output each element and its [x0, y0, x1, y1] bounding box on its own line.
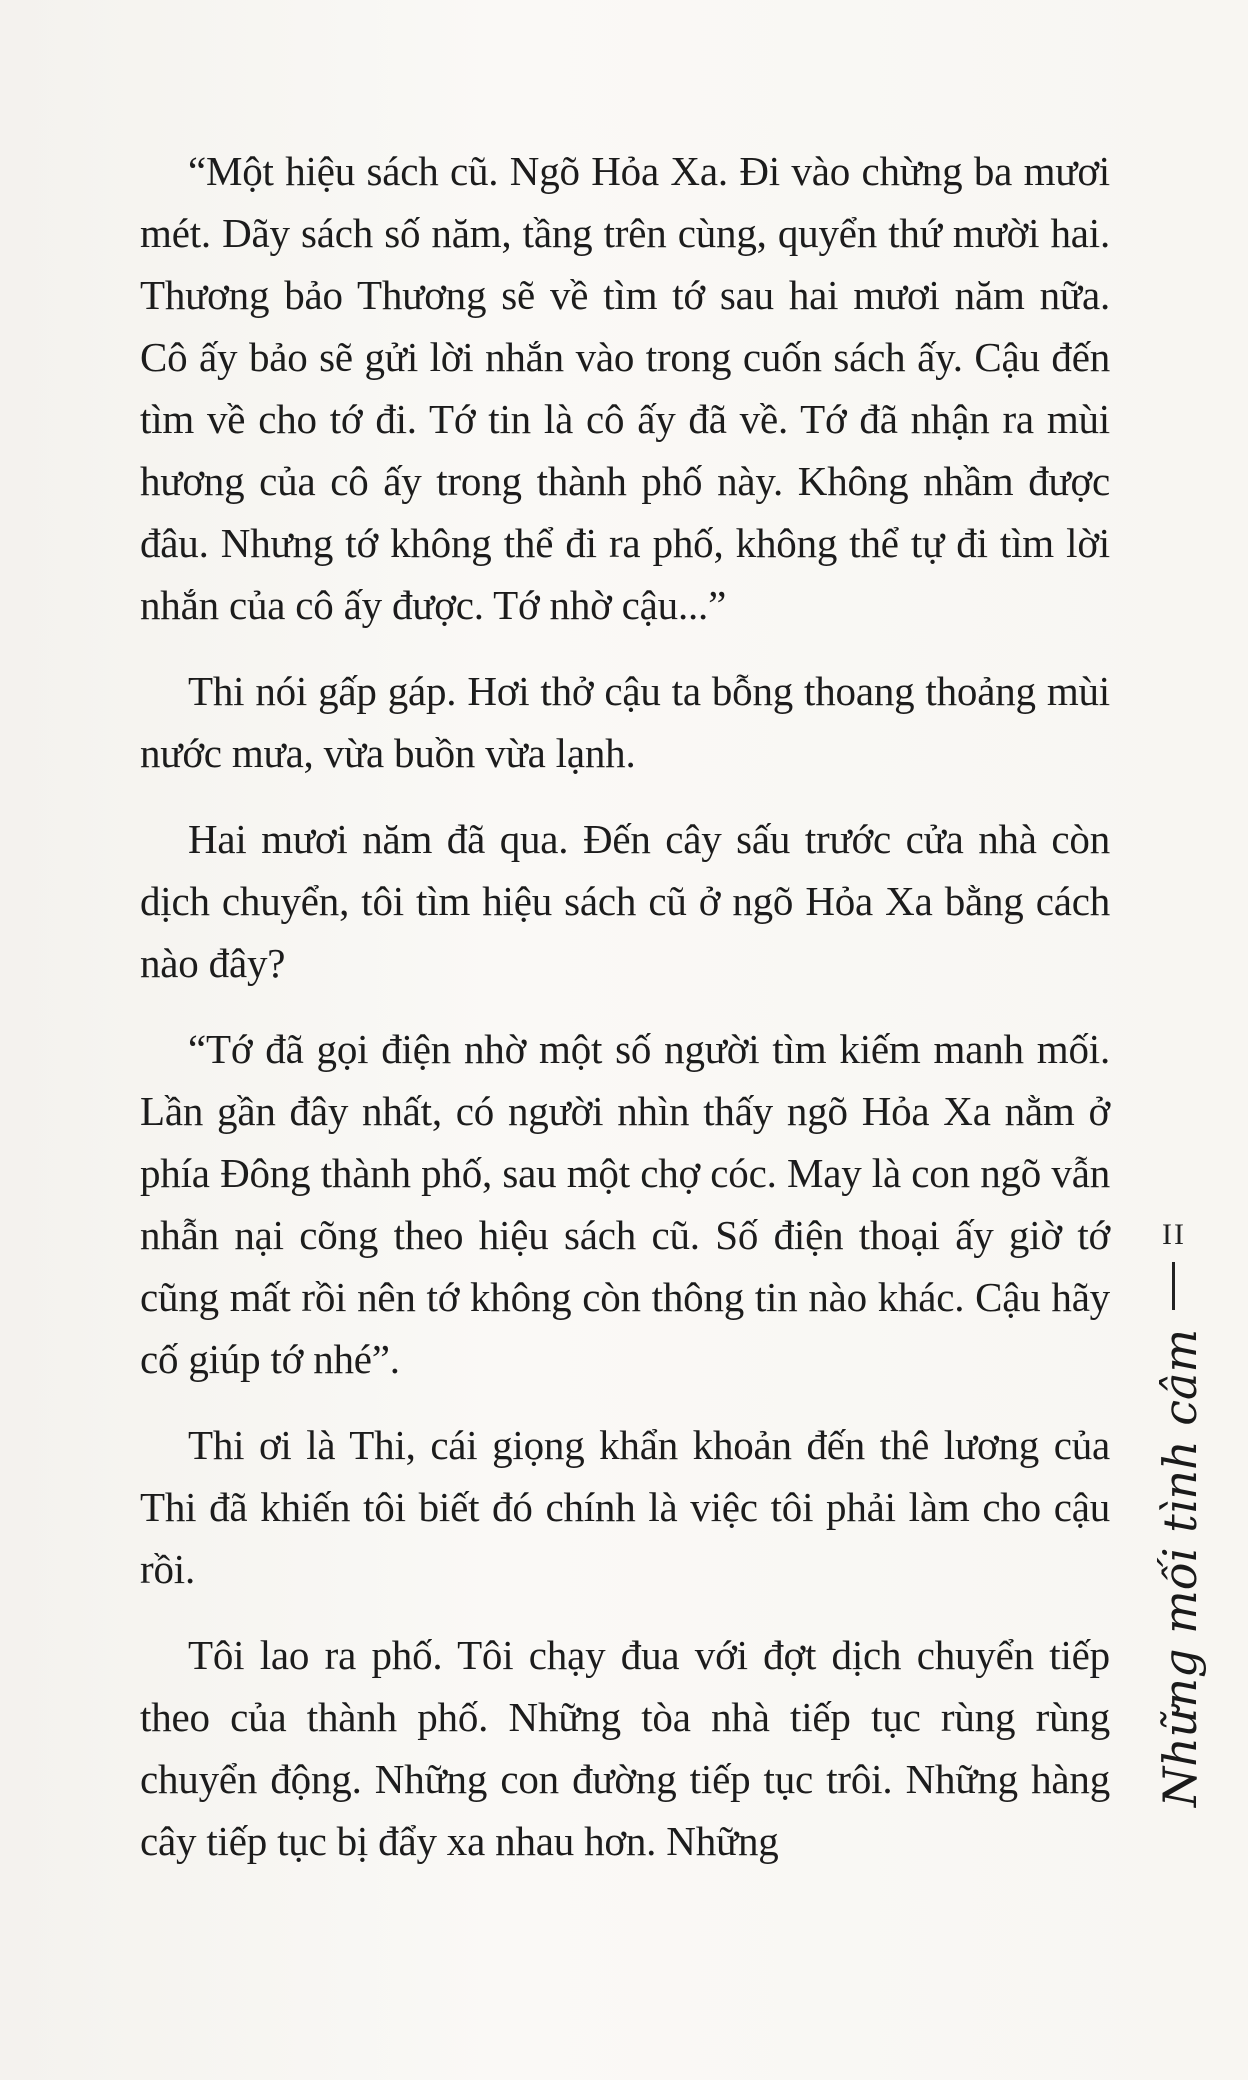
paragraph-3: Hai mươi năm đã qua. Đến cây sấu trước cửa nhà còn dịch chuyển, tôi tìm hiệu sách cũ ở ngõ Hỏa Xa bằng cách nào đây?: [140, 816, 1110, 986]
header-divider: [1172, 1262, 1175, 1310]
paragraph-6: Tôi lao ra phố. Tôi chạy đua với đợt dịch chuyển tiếp theo của thành phố. Những tòa nhà tiếp tục rùng rùng chuyển động. Những con đường tiếp tục trôi. Những hàng cây tiếp tục bị đẩy xa nhau hơn. Những: [140, 1632, 1110, 1864]
paragraph-5: Thi ơi là Thi, cái giọng khẩn khoản đến thê lương của Thi đã khiến tôi biết đó chính là việc tôi phải làm cho cậu rồi.: [140, 1422, 1110, 1592]
book-title: Những mối tình câm: [1153, 1328, 1207, 1808]
body-text: [140, 140, 1110, 1896]
page-number: II: [1162, 1218, 1186, 1251]
paragraph-1: “Một hiệu sách cũ. Ngõ Hỏa Xa. Đi vào chừng ba mươi mét. Dãy sách số năm, tầng trên cùng, quyển thứ mười hai. Thương bảo Thương sẽ về tìm tớ sau hai mươi năm nữa. Cô ấy bảo sẽ gửi lời nhắn vào trong cuốn sách ấy. Cậu đến tìm về cho tớ đi. Tớ tin là cô ấy đã về. Tớ đã nhận ra mùi hương của cô ấy trong thành phố này. Không nhầm được đâu. Nhưng tớ không thể đi ra phố, không thể tự đi tìm lời nhắn của cô ấy được. Tớ nhờ cậu...”: [140, 148, 1110, 628]
paragraph-2: Thi nói gấp gáp. Hơi thở cậu ta bỗng thoang thoảng mùi nước mưa, vừa buồn vừa lạnh.: [140, 668, 1110, 776]
paragraph-4: “Tớ đã gọi điện nhờ một số người tìm kiếm manh mối. Lần gần đây nhất, có người nhìn thấy ngõ Hỏa Xa nằm ở phía Đông thành phố, sau một chợ cóc. May là con ngõ vẫn nhẫn nại cõng theo hiệu sách cũ. Số điện thoại ấy giờ tớ cũng mất rồi nên tớ không còn thông tin nào khác. Cậu hãy cố giúp tớ nhé”.: [140, 1026, 1110, 1382]
